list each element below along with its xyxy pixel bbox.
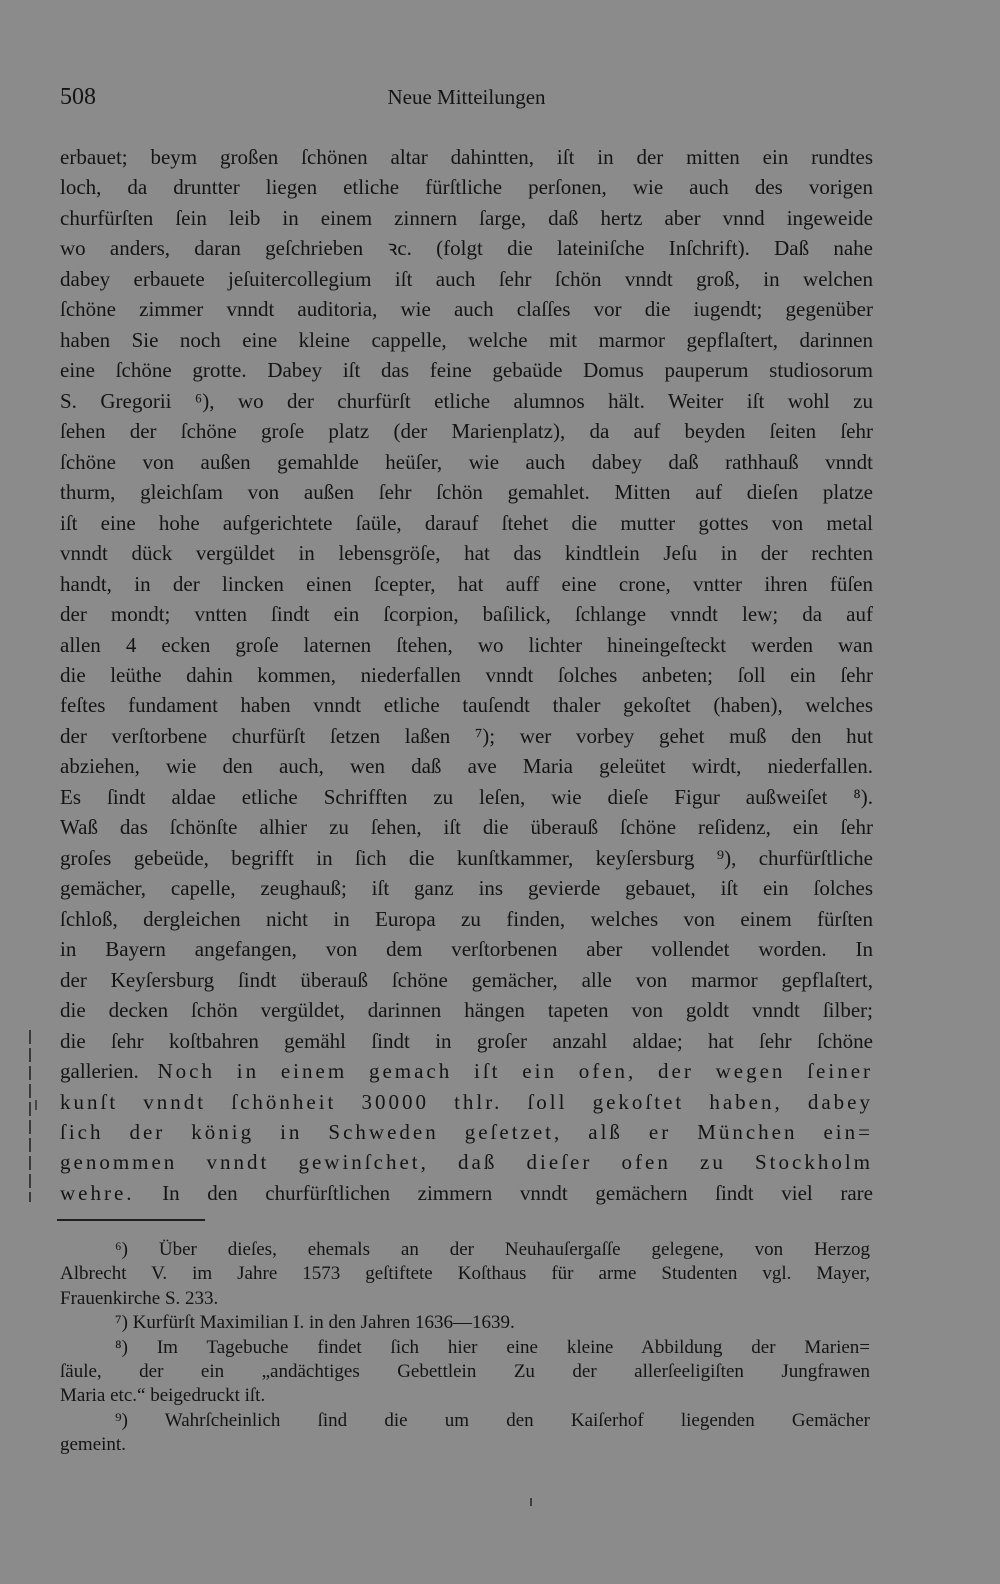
running-title: Neue Mitteilungen	[387, 85, 546, 109]
text-line: groſes gebeüde, begrifft in ſich die kunſtkammer, keyſersburg ⁹), churfürſtliche	[60, 845, 873, 870]
footnote-line: ⁸) Im Tagebuche findet ſich hier eine kleine Abbildung der Marien=	[115, 1336, 870, 1358]
text-line: die ſehr koſtbahren gemähl ſindt in groſer anzahl aldae; hat ſehr ſchöne	[60, 1028, 873, 1053]
spaced-text-segment: Noch in einem gemach iſt ein ofen, der wegen ſeiner	[157, 1059, 873, 1084]
scan-speck	[530, 1498, 532, 1506]
text-line: ſchloß, dergleichen nicht in Europa zu finden, welches von einem fürſten	[60, 906, 873, 931]
text-line: vnndt dück vergüldet in lebensgröſe, hat das kindtlein Jeſu in der rechten	[60, 541, 873, 566]
text-line: thurm, gleichſam von außen ſehr ſchön gemahlet. Mitten auf dieſen platze	[60, 480, 873, 505]
text-line: wo anders, daran geſchrieben ꝛc. (folgt die lateiniſche Inſchrift). Daß nahe	[60, 236, 873, 261]
text-line: eine ſchöne grotte. Dabey iſt das feine gebaüde Domus pauperum studiosorum	[60, 358, 873, 383]
margin-pencil-tick	[35, 1100, 37, 1110]
footnote-line: ſäule, der ein „andächtiges Gebettlein Zu der allerſeeligiſten Jungfrawen	[60, 1360, 870, 1382]
body-text	[60, 142, 873, 1208]
text-line: feſtes fundament haben vnndt etliche tauſendt thaler gekoſtet (haben), welches	[60, 693, 873, 718]
spaced-text-line: kunſt vnndt ſchönheit 30000 thlr. ſoll gekoſtet haben, dabey	[60, 1089, 873, 1114]
footnotes	[60, 1238, 870, 1458]
footnote-separator	[57, 1219, 205, 1221]
text-line: Waß das ſchönſte alhier zu ſehen, iſt die überauß ſchöne reſidenz, ein ſehr	[60, 815, 873, 840]
margin-pencil-mark	[29, 1030, 31, 1202]
text-line: haben Sie noch eine kleine cappelle, welche mit marmor gepflaſtert, darinnen	[60, 327, 873, 352]
footnote-line: ⁷) Kurfürſt Maximilian I. in den Jahren 1636—1639.	[115, 1312, 515, 1334]
text-line: der verſtorbene churfürſt ſetzen laßen ⁷); wer vorbey gehet muß den hut	[60, 723, 873, 748]
text-line: churfürſten ſein leib in einem zinnern ſarge, daß hertz aber vnnd ingeweide	[60, 205, 873, 230]
text-line: erbauet; beym großen ſchönen altar dahintten, iſt in der mitten ein rundtes	[60, 145, 873, 169]
text-line: der Keyſersburg ſindt überauß ſchöne gemächer, alle von marmor gepflaſtert,	[60, 967, 873, 992]
text-line: S. Gregorii ⁶), wo der churfürſt etliche alumnos hält. Weiter iſt wohl zu	[60, 388, 873, 413]
spaced-text-segment: wehre.	[60, 1180, 135, 1205]
spaced-text-line: genommen vnndt gewinſchet, daß dieſer ofen zu Stockholm	[60, 1150, 873, 1175]
text-line: die decken ſchön vergüldet, darinnen hängen tapeten von goldt vnndt ſilber;	[60, 998, 873, 1023]
footnote-line: gemeint.	[60, 1434, 126, 1456]
text-line: ſchöne von außen gemahlde heüſer, wie auch dabey daß rathhauß vnndt	[60, 449, 873, 474]
page-number: 508	[60, 84, 96, 110]
footnote-line: ⁹) Wahrſcheinlich ſind die um den Kaiſerhof liegenden Gemächer	[115, 1409, 870, 1431]
footnote-line: Maria etc.“ beigedruckt iſt.	[60, 1385, 266, 1407]
text-line: allen 4 ecken groſe laternen ſtehen, wo lichter hineingeſteckt werden wan	[60, 632, 873, 657]
text-line: handt, in der lincken einen ſcepter, hat auff eine crone, vntter ihren füſen	[60, 571, 873, 596]
text-line: ſehen der ſchöne groſe platz (der Marienplatz), da auf beyden ſeiten ſehr	[60, 419, 873, 444]
text-segment: In den churfürſtlichen zimmern vnndt gemächern ſindt viel rare	[162, 1180, 873, 1205]
text-line: gemächer, capelle, zeughauß; iſt ganz ins gevierde gebauet, iſt ein ſolches	[60, 876, 873, 901]
footnote-line: ⁶) Über dieſes, ehemals an der Neuhauſergaſſe gelegene, von Herzog	[115, 1239, 870, 1260]
text-line: ſchöne zimmer vnndt auditoria, wie auch claſſes vor die iugendt; gegenüber	[60, 297, 873, 322]
text-line: der mondt; vntten ſindt ein ſcorpion, baſilick, ſchlange vnndt lew; da auf	[60, 602, 873, 627]
text-line	[60, 1056, 873, 1086]
text-segment: gallerien.	[60, 1059, 139, 1084]
text-line: iſt eine hohe aufgerichtete ſaüle, darauf ſtehet die mutter gottes von metal	[60, 510, 873, 535]
text-line: in Bayern angefangen, von dem verſtorbenen aber vollendet worden. In	[60, 937, 873, 962]
text-line: abziehen, wie den auch, wen daß ave Maria geleütet wirdt, niederfallen.	[60, 754, 873, 779]
text-line: dabey erbauete jeſuitercollegium iſt auch ſehr ſchön vnndt groß, in welchen	[60, 266, 873, 291]
footnote-line: Frauenkirche S. 233.	[60, 1287, 219, 1309]
text-line: die leüthe dahin kommen, niederfallen vnndt ſolches anbeten; ſoll ein ſehr	[60, 662, 873, 687]
text-line: loch, da druntter liegen etliche fürſtliche perſonen, wie auch des vorigen	[60, 175, 873, 200]
text-line: Es ſindt aldae etliche Schrifften zu leſen, wie dieſe Figur außweiſet ⁸).	[60, 784, 873, 809]
text-line	[60, 1178, 873, 1208]
spaced-text-line: ſich der könig in Schweden geſetzet, alß er München ein=	[60, 1120, 873, 1144]
footnote-line: Albrecht V. im Jahre 1573 geſtiftete Koſthaus für arme Studenten vgl. Mayer,	[60, 1263, 870, 1285]
